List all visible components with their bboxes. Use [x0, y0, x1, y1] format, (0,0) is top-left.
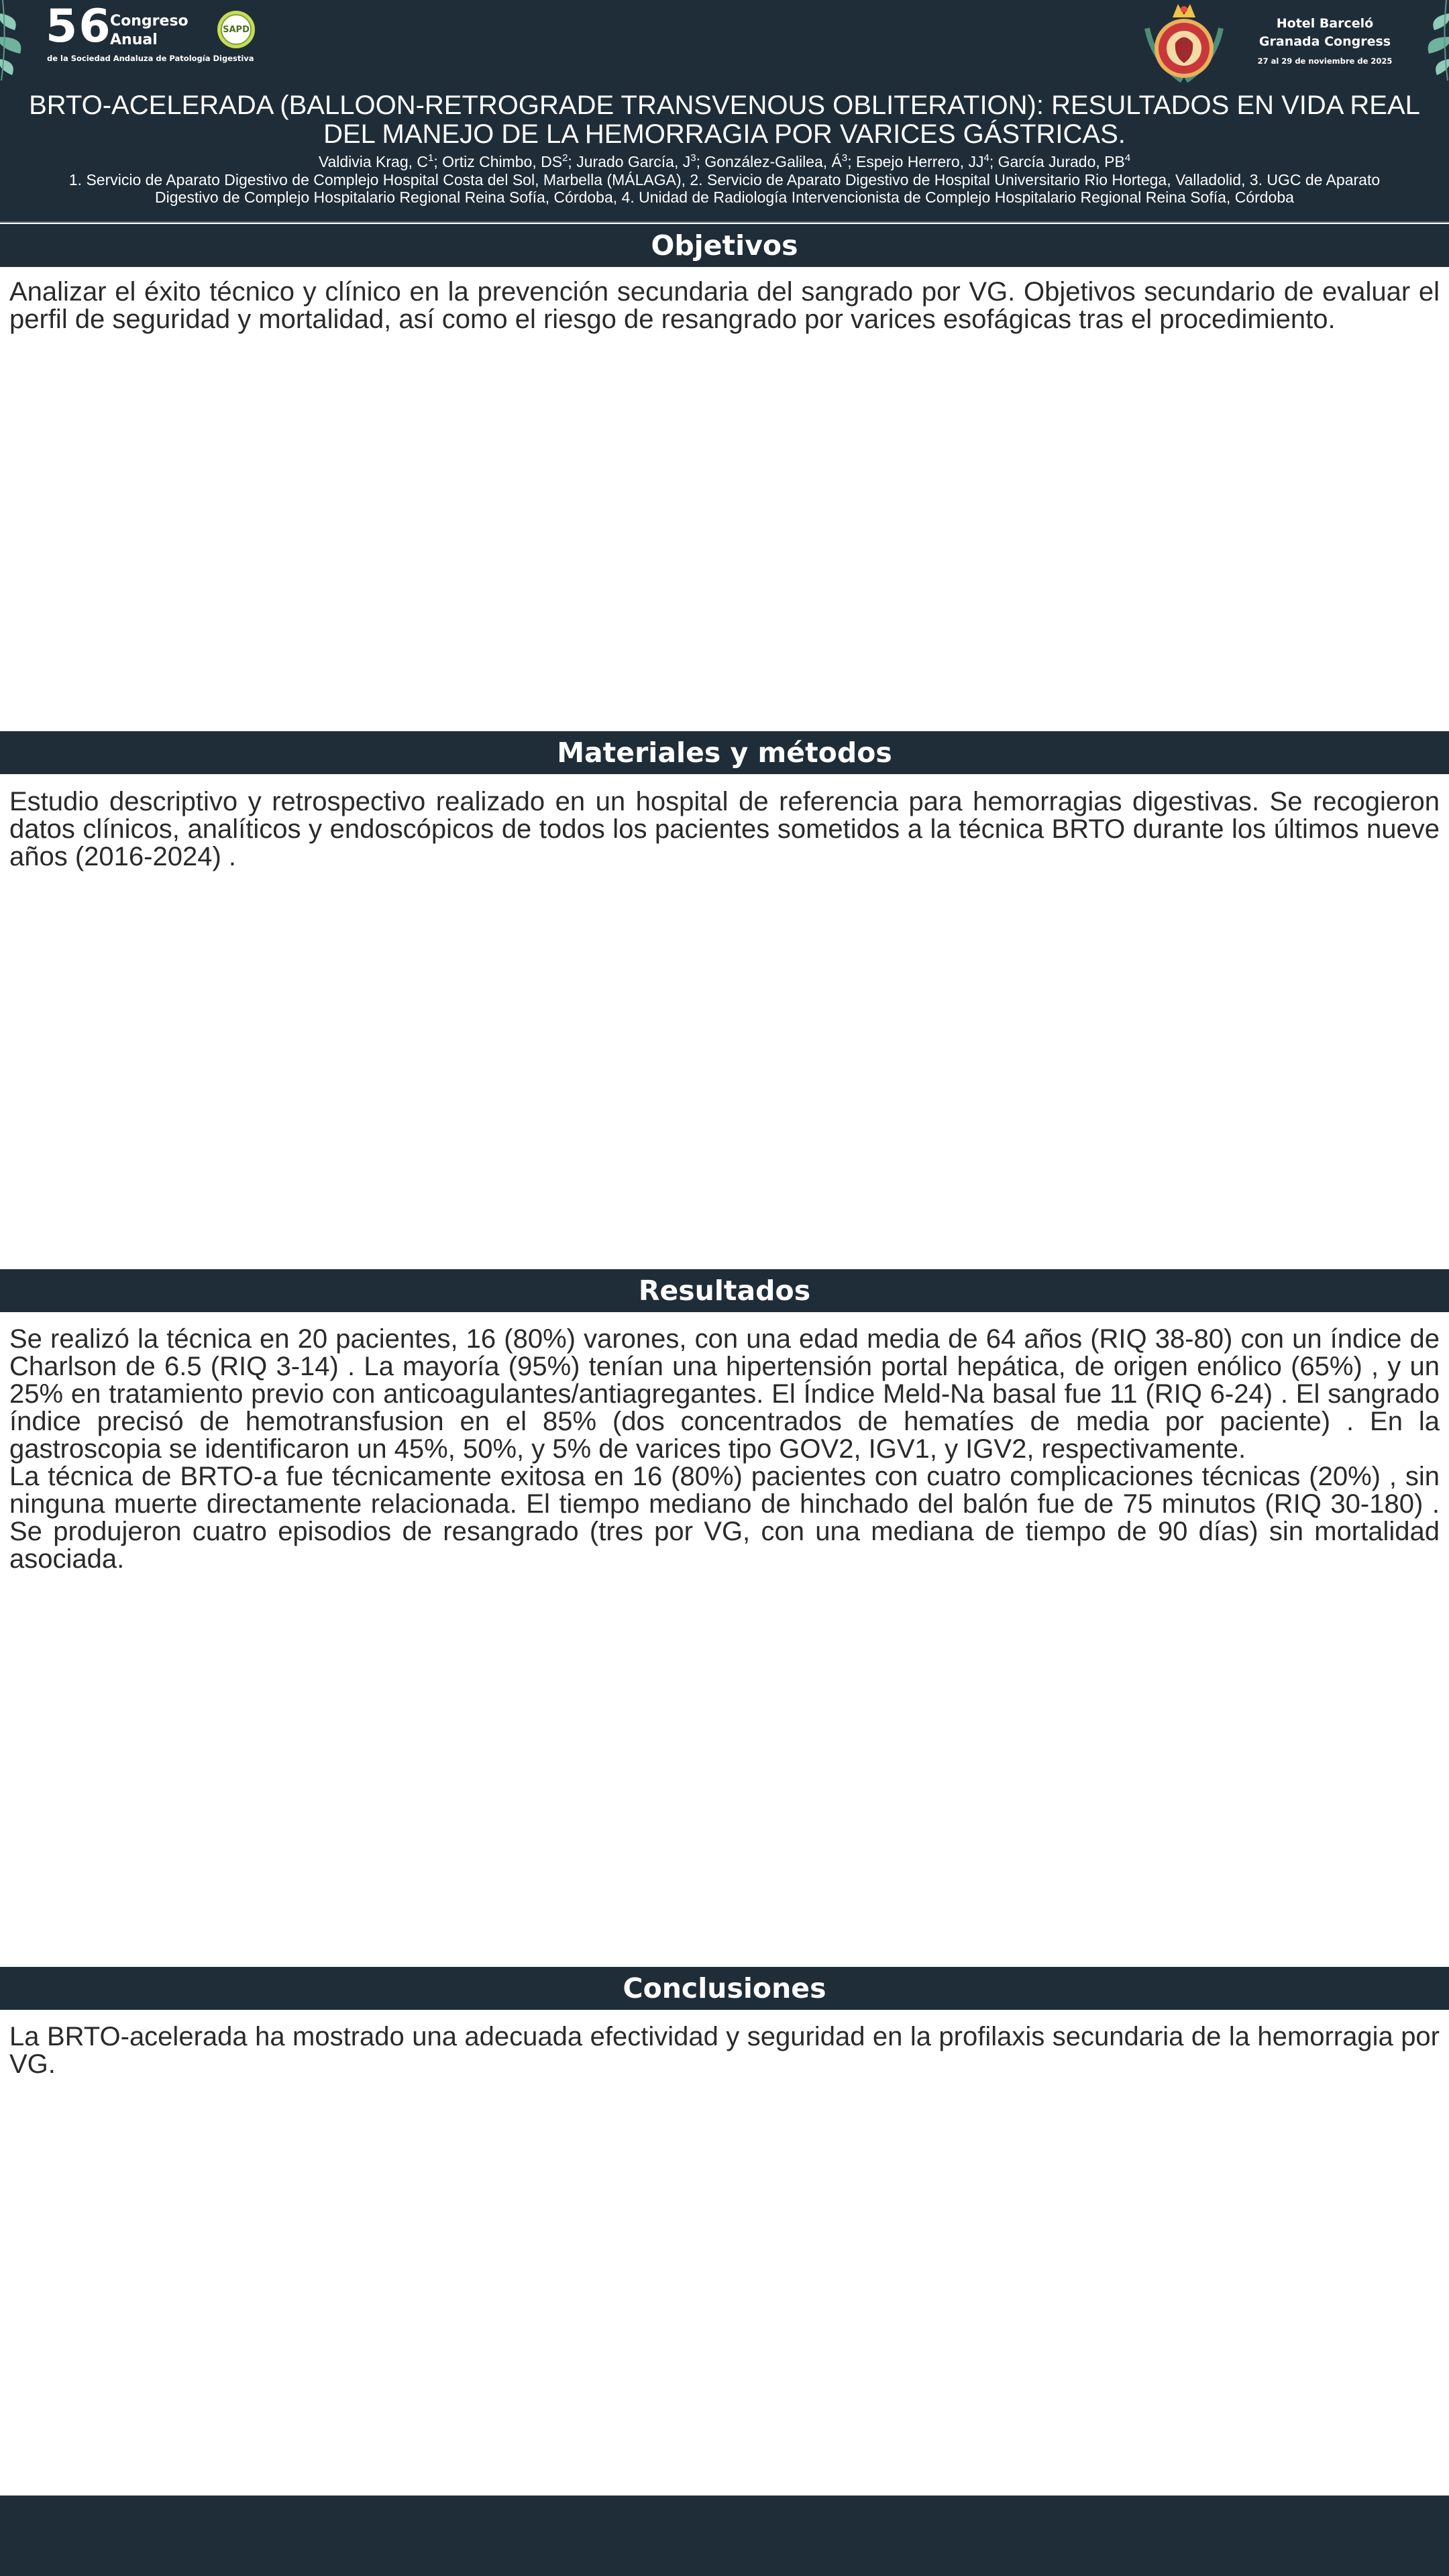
poster-header — [0, 0, 1449, 221]
section-text-conclusiones: La BRTO-acelerada ha mostrado una adecuada efectividad y seguridad en la profilaxis secundaria de la hemorragia por VG. — [9, 2022, 1440, 2079]
section-text-resultados: Se realizó la técnica en 20 pacientes, 16 (80%) varones, con una edad media de 64 años (RIQ 38-80) con un índice de Charlson de 6.5 (RIQ 3-14) . La mayoría (95%) tenían una hipertensión portal hepática, de origen enólico (65%) , y un 25% en tratamiento previo con anticoagulantes/antiagregantes. El Índice Meld-Na basal fue 11 (RIQ 6-24) . El sangrado índice precisó de hemotransfusion en el 85% (dos concentrados de hematíes de media por paciente) . En la gastroscopia se identificaron un 45%, 50%, y 5% de varices tipo GOV2, IGV1, y IGV2, respectivamente. La técnica de BRTO-a fue técnicamente exitosa en 16 (80%) pacientes con cuatro complicaciones técnicas (20%) , sin ninguna muerte directamente relacionada. El tiempo mediano de hinchado del balón fue de 75 minutos (RIQ 30-180) . Se produjeron cuatro episodios de resangrado (tres por VG, con una mediana de tiempo de 90 días) sin mortalidad asociada. — [9, 1324, 1440, 1574]
section-text-objetivos: Analizar el éxito técnico y clínico en la prevención secundaria del sangrado por VG. Objetivos secundario de evaluar el perfil de seguridad y mortalidad, así como el riesgo de resangrado por varices esofágicas tras el procedimiento. — [9, 277, 1440, 334]
author-separator: ; — [433, 153, 443, 170]
author-name: González-Galilea, Á — [704, 153, 842, 170]
venue-block — [1248, 15, 1402, 66]
author-separator: ; — [568, 153, 577, 170]
affiliations: 1. Servicio de Aparato Digestivo de Complejo Hospital Costa del Sol, Marbella (MÁLAGA), 2. Servicio de Aparato Digestivo de Hospital Universitario Rio Hortega, Valladolid, 3. UGC de Aparato Digestivo de Complejo Hospitalario Regional Reina Sofía, Córdoba, 4. Unidad de Radiología Intervencionista de Complejo Hospitalario Regional Reina Sofía, Córdoba — [68, 171, 1381, 206]
poster-title: BRTO-ACELERADA (BALLOON-RETROGRADE TRANSVENOUS OBLITERATION): RESULTADOS EN VIDA REAL DEL MANEJO DE LA HEMORRAGIA POR VARICES GÁSTRICAS. — [29, 91, 1420, 149]
congress-dates: 27 al 29 de noviembre de 2025 — [1257, 56, 1393, 66]
venue-name: Hotel Barceló Granada Congress — [1258, 16, 1391, 49]
author-affiliation-number: 4 — [983, 152, 989, 164]
author-affiliation-number: 2 — [562, 152, 568, 164]
author-name: Espejo Herrero, JJ — [856, 153, 984, 170]
sapd-logo-text: SAPD — [223, 25, 250, 35]
author-name: García Jurado, PB — [998, 153, 1125, 170]
section-heading-conclusiones: Conclusiones — [0, 1967, 1449, 2010]
section-text-metodos: Estudio descriptivo y retrospectivo realizado en un hospital de referencia para hemorragias digestivas. Se recogieron datos clínicos, analíticos y endoscópicos de todos los pacientes sometidos a la técnica BRTO durante los últimos nueve años (2016-2024) . — [9, 787, 1440, 871]
author-list — [20, 153, 1429, 170]
author-separator: ; — [989, 153, 998, 170]
author-affiliation-number: 3 — [841, 152, 848, 164]
author-name: Valdivia Krag, C — [318, 153, 429, 170]
congress-label: Congreso Anual — [110, 13, 189, 48]
author-affiliation-number: 3 — [690, 152, 696, 164]
sapd-logo-icon — [216, 9, 256, 50]
author-name: Ortiz Chimbo, DS — [442, 153, 563, 170]
header-divider — [0, 221, 1449, 223]
leaf-decoration-right-icon — [1415, 0, 1449, 80]
author-separator: ; — [696, 153, 705, 170]
author-separator: ; — [847, 153, 857, 170]
society-name: de la Sociedad Andaluza de Patología Digestiva — [47, 54, 254, 63]
section-heading-metodos: Materiales y métodos — [0, 731, 1449, 774]
poster-footer — [0, 2496, 1449, 2576]
leaf-decoration-left-icon — [0, 0, 34, 80]
author-name: Jurado García, J — [576, 153, 691, 170]
author-affiliation-number: 1 — [428, 152, 434, 164]
section-heading-objetivos: Objetivos — [0, 224, 1449, 267]
congress-number: 56 — [46, 0, 112, 53]
granada-seal-icon — [1140, 1, 1228, 85]
section-heading-resultados: Resultados — [0, 1269, 1449, 1312]
author-affiliation-number: 4 — [1124, 152, 1131, 164]
congress-logo — [46, 0, 274, 72]
